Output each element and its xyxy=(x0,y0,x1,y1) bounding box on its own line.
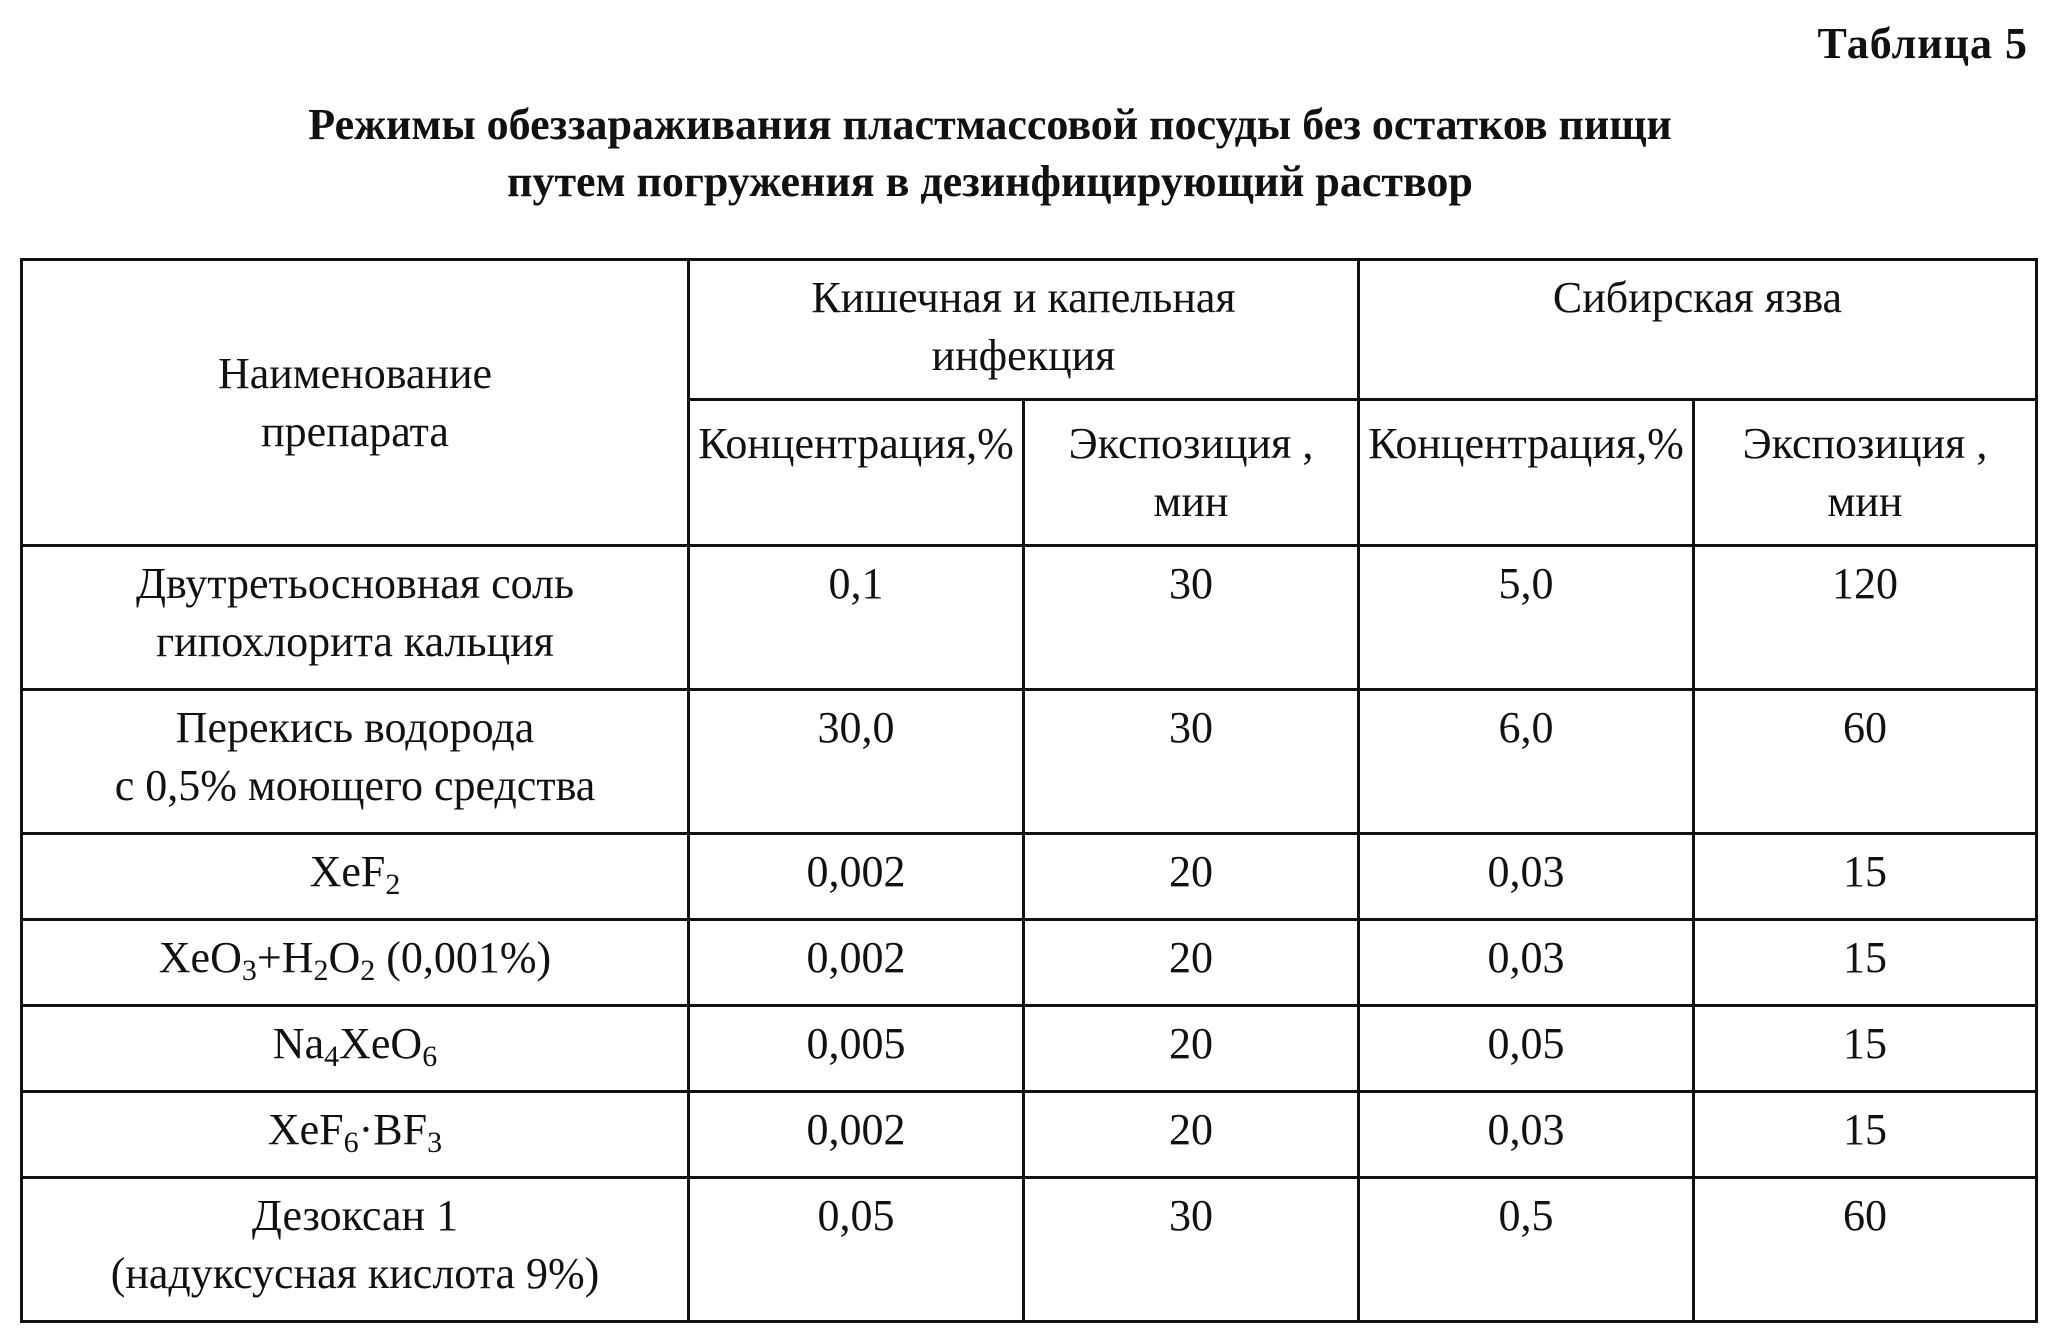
concentration-intestinal: 0,05 xyxy=(689,1178,1024,1322)
exposure-intestinal: 20 xyxy=(1024,920,1359,1006)
exposure-intestinal: 20 xyxy=(1024,1092,1359,1178)
concentration-anthrax: 0,03 xyxy=(1359,834,1694,920)
table-row xyxy=(22,546,2037,690)
exposure-intestinal: 30 xyxy=(1024,1178,1359,1322)
header-group-anthrax: Сибирская язва xyxy=(1359,260,2037,400)
exposure-anthrax: 15 xyxy=(1694,1092,2037,1178)
preparation-name: $XeF_6\cdot BF_3$ xyxy=(22,1092,689,1178)
disinfection-table xyxy=(20,258,2038,1323)
header-exposure-2: Экспозиция , мин xyxy=(1694,400,2037,546)
table-row xyxy=(22,1006,2037,1092)
concentration-anthrax: 0,03 xyxy=(1359,920,1694,1006)
concentration-anthrax: 0,5 xyxy=(1359,1178,1694,1322)
table-caption xyxy=(0,96,1980,210)
concentration-anthrax: 5,0 xyxy=(1359,546,1694,690)
concentration-intestinal: 0,005 xyxy=(689,1006,1024,1092)
header-concentration-2: Концентрация,% xyxy=(1359,400,1694,546)
header-preparation-name: Наименование препарата xyxy=(22,260,689,546)
caption-line-2: путем погружения в дезинфицирующий раствор xyxy=(507,157,1473,206)
concentration-anthrax: 0,05 xyxy=(1359,1006,1694,1092)
concentration-intestinal: 30,0 xyxy=(689,690,1024,834)
preparation-name: Дезоксан 1 (надуксусная кислота 9%) xyxy=(22,1178,689,1322)
concentration-intestinal: 0,002 xyxy=(689,1092,1024,1178)
exposure-anthrax: 15 xyxy=(1694,920,2037,1006)
exposure-anthrax: 15 xyxy=(1694,1006,2037,1092)
header-group-intestinal: Кишечная и капельная инфекция xyxy=(689,260,1359,400)
exposure-anthrax: 60 xyxy=(1694,1178,2037,1322)
preparation-name: $Na_4XeO_6$ xyxy=(22,1006,689,1092)
exposure-anthrax: 120 xyxy=(1694,546,2037,690)
table-row xyxy=(22,834,2037,920)
exposure-intestinal: 20 xyxy=(1024,834,1359,920)
preparation-name: XeF$_2$ xyxy=(22,834,689,920)
concentration-intestinal: 0,002 xyxy=(689,834,1024,920)
preparation-name: Двутретьосновная соль гипохлорита кальция xyxy=(22,546,689,690)
exposure-intestinal: 30 xyxy=(1024,546,1359,690)
table-row xyxy=(22,1178,2037,1322)
table-row xyxy=(22,920,2037,1006)
concentration-intestinal: 0,1 xyxy=(689,546,1024,690)
header-concentration-1: Концентрация,% xyxy=(689,400,1024,546)
table-row xyxy=(22,1092,2037,1178)
caption-line-1: Режимы обеззараживания пластмассовой посуды без остатков пищи xyxy=(308,100,1672,149)
exposure-intestinal: 30 xyxy=(1024,690,1359,834)
preparation-name: Перекись водорода с 0,5% моющего средства xyxy=(22,690,689,834)
preparation-name: $XeO_3+H_2O_2$ (0,001%) xyxy=(22,920,689,1006)
concentration-intestinal: 0,002 xyxy=(689,920,1024,1006)
exposure-anthrax: 60 xyxy=(1694,690,2037,834)
header-exposure-1: Экспозиция , мин xyxy=(1024,400,1359,546)
concentration-anthrax: 0,03 xyxy=(1359,1092,1694,1178)
table-row xyxy=(22,690,2037,834)
table-number-label: Таблица 5 xyxy=(1817,19,2028,68)
concentration-anthrax: 6,0 xyxy=(1359,690,1694,834)
exposure-intestinal: 20 xyxy=(1024,1006,1359,1092)
exposure-anthrax: 15 xyxy=(1694,834,2037,920)
